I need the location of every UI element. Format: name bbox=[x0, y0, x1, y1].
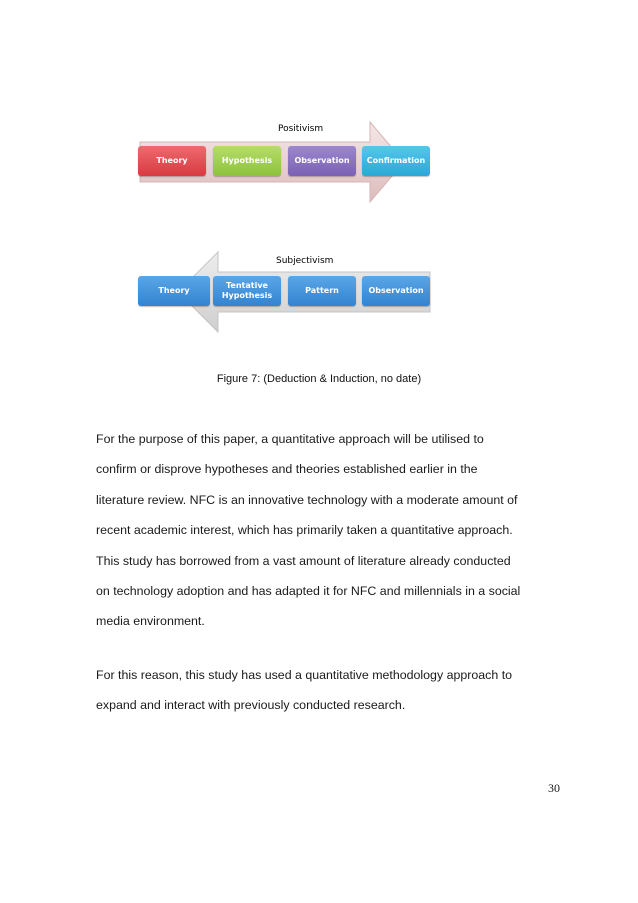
positivism-step-theory: Theory bbox=[138, 146, 206, 176]
text-line: This study has borrowed from a vast amount of literature already conducted bbox=[96, 553, 511, 568]
page-number: 30 bbox=[548, 781, 560, 795]
positivism-step-hypothesis: Hypothesis bbox=[213, 146, 281, 176]
paragraph-1 bbox=[96, 424, 556, 637]
paragraph-2 bbox=[96, 660, 556, 721]
figure-caption: Figure 7: (Deduction & Induction, no date) bbox=[216, 373, 422, 385]
text-line: For this reason, this study has used a quantitative methodology approach to bbox=[96, 668, 513, 682]
positivism-title: Positivism bbox=[278, 124, 324, 134]
subjectivism-step-tentative-hypothesis: Tentative Hypothesis bbox=[213, 276, 281, 306]
subjectivism-step-observation: Observation bbox=[362, 276, 430, 306]
text-line: For the purpose of this paper, a quantitative approach will be utilised to bbox=[96, 432, 484, 446]
text-line: on technology adoption and has adapted it for NFC and millennials in a social bbox=[96, 584, 521, 599]
subjectivism-title: Subjectivism bbox=[276, 256, 334, 266]
text-line: expand and interact with previously conducted research. bbox=[96, 698, 406, 713]
positivism-step-observation: Observation bbox=[288, 146, 356, 176]
subjectivism-step-pattern: Pattern bbox=[288, 276, 356, 306]
text-line: recent academic interest, which has primarily taken a quantitative approach. bbox=[96, 523, 513, 538]
text-line: literature review. NFC is an innovative technology with a moderate amount of bbox=[96, 492, 518, 507]
subjectivism-step-theory: Theory bbox=[138, 276, 210, 306]
positivism-step-confirmation: Confirmation bbox=[362, 146, 430, 176]
text-line: media environment. bbox=[96, 614, 205, 629]
text-line: confirm or disprove hypotheses and theories established earlier in the bbox=[96, 462, 478, 477]
